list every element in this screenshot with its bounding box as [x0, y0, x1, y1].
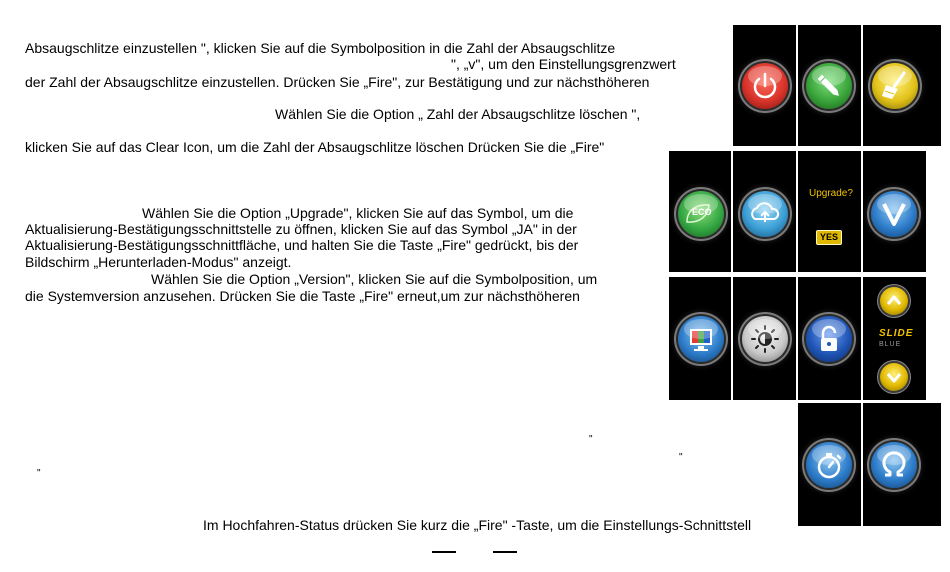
- eco-label: ECO: [692, 207, 712, 217]
- omega-icon: [871, 442, 917, 488]
- text-line-6: Wählen Sie die Option „Upgrade", klicken Sie auf das Symbol, um die: [142, 205, 574, 221]
- panel-brightness: [733, 277, 796, 400]
- panel-screen: [669, 277, 731, 400]
- panel-lock: [798, 277, 861, 400]
- text-line-1: Absaugschlitze einzustellen ", klicken Sie auf die Symbolposition in die Zahl der Absaugschlitze: [25, 40, 616, 56]
- panel-omega: [863, 403, 941, 526]
- underline-dash-2: [493, 551, 517, 553]
- chevron-up-icon: [880, 287, 908, 315]
- broom-icon: [872, 63, 918, 109]
- text-line-3: der Zahl der Absaugschlitze einzustellen. Drücken Sie „Fire", zur Bestätigung und zur nächsthöheren: [25, 74, 650, 90]
- yes-button[interactable]: YES: [816, 230, 842, 245]
- brightness-icon: [742, 316, 788, 362]
- quote-mark-1: ": [589, 434, 593, 445]
- text-line-8: Aktualisierung-Bestätigungsschnittfläche, und halten Sie die Taste „Fire" gedrückt, bis der: [25, 237, 579, 253]
- text-line-9: Bildschirm „Herunterladen-Modus" anzeigt.: [25, 254, 292, 270]
- panel-clear: [863, 25, 941, 146]
- text-line-5: klicken Sie auf das Clear Icon, um die Zahl der Absaugschlitze löschen Drücken Sie die „Fire": [25, 139, 605, 155]
- panel-eco: [669, 151, 731, 272]
- unlock-icon: [806, 316, 852, 362]
- arrow-up-button[interactable]: [880, 287, 908, 315]
- panel-timer: [798, 403, 861, 526]
- panel-cloud: [733, 151, 796, 272]
- slide-sub-label: BLUE: [879, 341, 902, 348]
- quote-mark-3: ": [37, 468, 41, 479]
- timer-button[interactable]: [806, 442, 852, 488]
- pencil-button[interactable]: [806, 63, 852, 109]
- chevron-down-icon: [880, 363, 908, 391]
- panel-slide: [863, 277, 926, 400]
- quote-mark-2: ": [679, 452, 683, 463]
- underline-dash-1: [432, 551, 456, 553]
- lock-button[interactable]: [806, 316, 852, 362]
- brightness-button[interactable]: [742, 316, 788, 362]
- eco-button[interactable]: [678, 191, 724, 237]
- text-line-7: Aktualisierung-Bestätigungsschnittstelle zu öffnen, klicken Sie auf das Symbol „JA" in der: [25, 221, 577, 237]
- cloud-button[interactable]: [742, 191, 788, 237]
- clear-button[interactable]: [872, 63, 918, 109]
- v-letter-icon: [871, 191, 917, 237]
- stopwatch-icon: [806, 442, 852, 488]
- panel-power: [733, 25, 796, 146]
- slide-label: SLIDE: [879, 328, 914, 339]
- panel-pencil: [798, 25, 861, 146]
- version-button[interactable]: [871, 191, 917, 237]
- text-line-10: Wählen Sie die Option „Version", klicken Sie auf die Symbolposition, um: [151, 271, 598, 287]
- power-icon: [742, 63, 788, 109]
- arrow-down-button[interactable]: [880, 363, 908, 391]
- pencil-icon: [806, 63, 852, 109]
- text-line-4: Wählen Sie die Option „ Zahl der Absaugschlitze löschen ",: [275, 106, 641, 122]
- panel-upgrade: [798, 151, 861, 272]
- monitor-icon: [678, 316, 724, 362]
- panel-version: [863, 151, 926, 272]
- upgrade-title: Upgrade?: [809, 188, 853, 199]
- cloud-upload-icon: [742, 191, 788, 237]
- text-line-11: die Systemversion anzusehen. Drücken Sie die Taste „Fire" erneut,um zur nächsthöheren: [25, 288, 580, 304]
- ohm-button[interactable]: [871, 442, 917, 488]
- text-line-2: ", „v", um den Einstellungsgrenzwert: [451, 56, 676, 72]
- text-line-12: Im Hochfahren-Status drücken Sie kurz die „Fire" -Taste, um die Einstellungs-Schnittstell: [203, 517, 752, 533]
- power-button[interactable]: [742, 63, 788, 109]
- screen-button[interactable]: [678, 316, 724, 362]
